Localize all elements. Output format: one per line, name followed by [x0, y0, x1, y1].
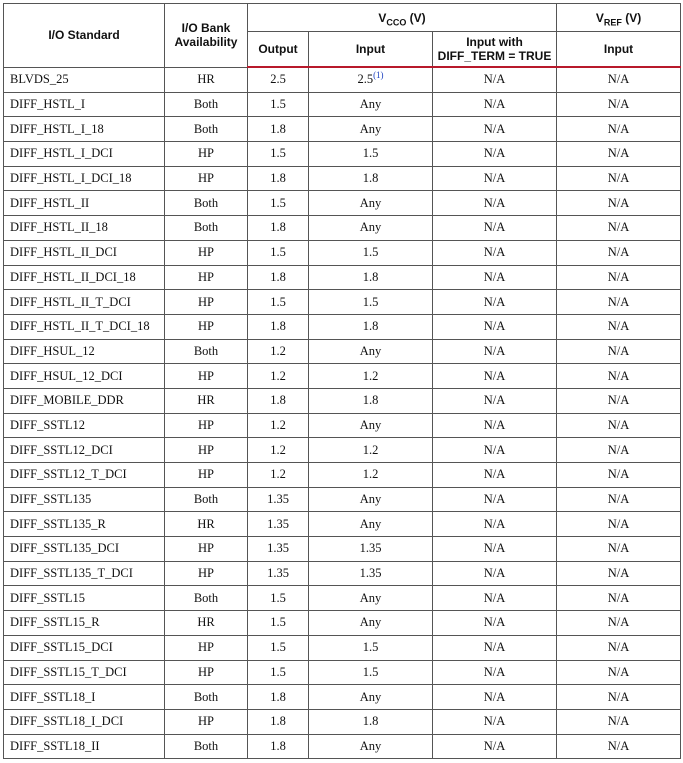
cell-vcco-output: 1.8 [248, 314, 309, 339]
table-row [4, 290, 681, 315]
cell-vcco-output: 1.2 [248, 339, 309, 364]
cell-bank-availability: HP [165, 537, 248, 562]
cell-vcco-input: Any [309, 586, 433, 611]
cell-io-standard: DIFF_SSTL135_R [4, 512, 165, 537]
cell-io-standard: DIFF_HSTL_II_T_DCI [4, 290, 165, 315]
cell-vcco-diff-term: N/A [433, 413, 557, 438]
cell-vcco-input: 1.5 [309, 142, 433, 167]
cell-vref-input: N/A [557, 487, 681, 512]
cell-io-standard: DIFF_HSTL_II_DCI [4, 240, 165, 265]
cell-vcco-output: 1.5 [248, 290, 309, 315]
table-header [4, 4, 681, 68]
cell-vref-input: N/A [557, 660, 681, 685]
cell-vcco-input: 1.35 [309, 537, 433, 562]
cell-vref-input: N/A [557, 339, 681, 364]
table-row [4, 734, 681, 759]
header-vref-input: Input [557, 32, 681, 68]
cell-vcco-output: 1.8 [248, 734, 309, 759]
cell-bank-availability: Both [165, 92, 248, 117]
cell-vcco-diff-term: N/A [433, 512, 557, 537]
table-row [4, 166, 681, 191]
cell-vcco-input: Any [309, 512, 433, 537]
cell-vcco-input: 2.5$^{(1)}$ [309, 67, 433, 92]
cell-vref-input: N/A [557, 561, 681, 586]
cell-vref-input: N/A [557, 166, 681, 191]
cell-vcco-output: 1.5 [248, 191, 309, 216]
cell-vcco-diff-term: N/A [433, 487, 557, 512]
cell-vcco-diff-term: N/A [433, 191, 557, 216]
cell-bank-availability: HR [165, 67, 248, 92]
cell-bank-availability: HP [165, 709, 248, 734]
cell-vcco-diff-term: N/A [433, 117, 557, 142]
table-row [4, 438, 681, 463]
cell-io-standard: DIFF_SSTL15 [4, 586, 165, 611]
cell-vref-input: N/A [557, 314, 681, 339]
cell-io-standard: DIFF_HSTL_I_DCI_18 [4, 166, 165, 191]
cell-io-standard: DIFF_HSTL_I [4, 92, 165, 117]
table-row [4, 463, 681, 488]
cell-vcco-diff-term: N/A [433, 685, 557, 710]
cell-vcco-output: 1.8 [248, 265, 309, 290]
table-row [4, 92, 681, 117]
header-row-top [4, 4, 681, 32]
cell-vcco-input: Any [309, 611, 433, 636]
cell-vref-input: N/A [557, 388, 681, 413]
cell-vcco-diff-term: N/A [433, 339, 557, 364]
cell-io-standard: DIFF_SSTL12_DCI [4, 438, 165, 463]
cell-vcco-diff-term: N/A [433, 142, 557, 167]
cell-io-standard: DIFF_HSTL_I_DCI [4, 142, 165, 167]
header-io-standard: I/O Standard [4, 4, 165, 68]
cell-vref-input: N/A [557, 117, 681, 142]
cell-vcco-input: 1.8 [309, 166, 433, 191]
cell-io-standard: DIFF_SSTL18_II [4, 734, 165, 759]
cell-vcco-output: 1.2 [248, 364, 309, 389]
cell-io-standard: DIFF_HSTL_II_T_DCI_18 [4, 314, 165, 339]
cell-bank-availability: HR [165, 611, 248, 636]
cell-vcco-output: 1.5 [248, 635, 309, 660]
header-bank-availability: I/O Bank Availability [165, 4, 248, 68]
cell-vcco-output: 1.2 [248, 463, 309, 488]
cell-vcco-diff-term: N/A [433, 265, 557, 290]
table-row [4, 388, 681, 413]
header-vcco-output: Output [248, 32, 309, 68]
cell-vcco-input: Any [309, 117, 433, 142]
table-row [4, 660, 681, 685]
cell-vcco-output: 1.35 [248, 487, 309, 512]
cell-bank-availability: HP [165, 660, 248, 685]
cell-vcco-output: 1.35 [248, 512, 309, 537]
cell-vcco-diff-term: N/A [433, 388, 557, 413]
header-vref-group: $V_{REF}$ (V) [557, 4, 681, 32]
cell-bank-availability: HP [165, 240, 248, 265]
cell-vcco-input: 1.8 [309, 709, 433, 734]
cell-vcco-input: 1.2 [309, 463, 433, 488]
cell-vcco-output: 1.5 [248, 92, 309, 117]
cell-bank-availability: HP [165, 413, 248, 438]
cell-vcco-diff-term: N/A [433, 364, 557, 389]
cell-vcco-input: 1.5 [309, 240, 433, 265]
cell-vcco-output: 1.8 [248, 117, 309, 142]
cell-vcco-input: 1.5 [309, 660, 433, 685]
header-vcco-diff-term: Input with DIFF_TERM = TRUE [433, 32, 557, 68]
cell-io-standard: DIFF_HSUL_12 [4, 339, 165, 364]
cell-vref-input: N/A [557, 611, 681, 636]
cell-bank-availability: HP [165, 438, 248, 463]
cell-vcco-output: 1.5 [248, 142, 309, 167]
cell-io-standard: DIFF_SSTL18_I_DCI [4, 709, 165, 734]
cell-vcco-input: Any [309, 216, 433, 241]
cell-vref-input: N/A [557, 216, 681, 241]
table-row [4, 512, 681, 537]
cell-vref-input: N/A [557, 364, 681, 389]
cell-vcco-output: 1.8 [248, 709, 309, 734]
cell-bank-availability: HP [165, 561, 248, 586]
cell-vcco-input: 1.8 [309, 314, 433, 339]
cell-io-standard: DIFF_HSTL_I_18 [4, 117, 165, 142]
cell-vref-input: N/A [557, 142, 681, 167]
cell-vref-input: N/A [557, 92, 681, 117]
cell-bank-availability: Both [165, 191, 248, 216]
cell-vref-input: N/A [557, 734, 681, 759]
cell-vref-input: N/A [557, 685, 681, 710]
cell-bank-availability: Both [165, 117, 248, 142]
cell-vcco-input: Any [309, 685, 433, 710]
table-row [4, 117, 681, 142]
table-row [4, 487, 681, 512]
cell-vcco-diff-term: N/A [433, 611, 557, 636]
cell-vref-input: N/A [557, 265, 681, 290]
table-row [4, 561, 681, 586]
cell-vcco-input: 1.5 [309, 290, 433, 315]
cell-vcco-output: 1.8 [248, 216, 309, 241]
table-row [4, 635, 681, 660]
cell-vcco-input: 1.2 [309, 364, 433, 389]
cell-vcco-output: 1.2 [248, 413, 309, 438]
cell-vcco-diff-term: N/A [433, 67, 557, 92]
table-row [4, 364, 681, 389]
cell-vref-input: N/A [557, 537, 681, 562]
cell-vcco-diff-term: N/A [433, 635, 557, 660]
cell-io-standard: DIFF_SSTL15_R [4, 611, 165, 636]
io-standards-table-wrapper [3, 3, 681, 759]
cell-vref-input: N/A [557, 709, 681, 734]
table-row [4, 216, 681, 241]
cell-vcco-diff-term: N/A [433, 734, 557, 759]
cell-vcco-diff-term: N/A [433, 537, 557, 562]
cell-io-standard: DIFF_MOBILE_DDR [4, 388, 165, 413]
cell-vref-input: N/A [557, 191, 681, 216]
cell-io-standard: DIFF_HSTL_II_18 [4, 216, 165, 241]
cell-io-standard: DIFF_SSTL135_DCI [4, 537, 165, 562]
cell-vref-input: N/A [557, 413, 681, 438]
cell-bank-availability: HP [165, 142, 248, 167]
table-row [4, 339, 681, 364]
cell-vcco-input: 1.8 [309, 265, 433, 290]
cell-vcco-output: 1.35 [248, 537, 309, 562]
cell-bank-availability: HR [165, 388, 248, 413]
header-vcco-group: $V_{CCO}$ (V) [248, 4, 557, 32]
cell-vref-input: N/A [557, 586, 681, 611]
cell-vref-input: N/A [557, 438, 681, 463]
cell-vcco-diff-term: N/A [433, 561, 557, 586]
cell-vcco-diff-term: N/A [433, 290, 557, 315]
cell-vcco-input: 1.2 [309, 438, 433, 463]
table-row [4, 537, 681, 562]
table-row [4, 240, 681, 265]
cell-vcco-diff-term: N/A [433, 166, 557, 191]
cell-vcco-input: 1.5 [309, 635, 433, 660]
cell-bank-availability: HP [165, 364, 248, 389]
cell-io-standard: DIFF_SSTL135 [4, 487, 165, 512]
cell-vcco-output: 1.8 [248, 388, 309, 413]
cell-vref-input: N/A [557, 635, 681, 660]
cell-io-standard: DIFF_HSUL_12_DCI [4, 364, 165, 389]
cell-io-standard: DIFF_SSTL18_I [4, 685, 165, 710]
cell-bank-availability: Both [165, 339, 248, 364]
table-body [4, 67, 681, 759]
cell-vcco-output: 1.5 [248, 660, 309, 685]
cell-vcco-output: 1.8 [248, 685, 309, 710]
cell-vcco-diff-term: N/A [433, 660, 557, 685]
header-vcco-input: Input [309, 32, 433, 68]
cell-vref-input: N/A [557, 240, 681, 265]
cell-vcco-output: 1.35 [248, 561, 309, 586]
cell-bank-availability: Both [165, 685, 248, 710]
cell-vcco-input: 1.8 [309, 388, 433, 413]
cell-bank-availability: HP [165, 463, 248, 488]
table-row [4, 67, 681, 92]
cell-vcco-input: Any [309, 339, 433, 364]
cell-vcco-input: Any [309, 191, 433, 216]
cell-vcco-diff-term: N/A [433, 240, 557, 265]
cell-vcco-diff-term: N/A [433, 216, 557, 241]
cell-io-standard: DIFF_HSTL_II [4, 191, 165, 216]
table-row [4, 685, 681, 710]
cell-vcco-output: 2.5 [248, 67, 309, 92]
cell-bank-availability: HP [165, 265, 248, 290]
cell-io-standard: DIFF_HSTL_II_DCI_18 [4, 265, 165, 290]
cell-vcco-output: 1.5 [248, 240, 309, 265]
cell-bank-availability: HP [165, 290, 248, 315]
cell-bank-availability: HP [165, 166, 248, 191]
cell-vcco-input: 1.35 [309, 561, 433, 586]
cell-io-standard: DIFF_SSTL12_T_DCI [4, 463, 165, 488]
table-row [4, 413, 681, 438]
cell-bank-availability: Both [165, 734, 248, 759]
cell-bank-availability: HP [165, 635, 248, 660]
cell-vcco-output: 1.2 [248, 438, 309, 463]
cell-vcco-output: 1.5 [248, 586, 309, 611]
table-row [4, 265, 681, 290]
cell-vcco-diff-term: N/A [433, 586, 557, 611]
cell-bank-availability: Both [165, 586, 248, 611]
cell-bank-availability: Both [165, 487, 248, 512]
cell-vref-input: N/A [557, 290, 681, 315]
cell-bank-availability: HR [165, 512, 248, 537]
table-row [4, 586, 681, 611]
cell-vcco-diff-term: N/A [433, 463, 557, 488]
cell-io-standard: DIFF_SSTL15_DCI [4, 635, 165, 660]
cell-vcco-output: 1.5 [248, 611, 309, 636]
cell-vref-input: N/A [557, 67, 681, 92]
table-row [4, 191, 681, 216]
footnote-link[interactable]: (1) [373, 70, 384, 81]
table-row [4, 709, 681, 734]
cell-io-standard: BLVDS_25 [4, 67, 165, 92]
cell-bank-availability: HP [165, 314, 248, 339]
cell-vcco-diff-term: N/A [433, 314, 557, 339]
table-row [4, 314, 681, 339]
cell-vcco-output: 1.8 [248, 166, 309, 191]
io-standards-table [3, 3, 681, 759]
table-row [4, 142, 681, 167]
cell-vref-input: N/A [557, 463, 681, 488]
cell-vcco-diff-term: N/A [433, 709, 557, 734]
cell-vcco-diff-term: N/A [433, 438, 557, 463]
cell-vref-input: N/A [557, 512, 681, 537]
table-row [4, 611, 681, 636]
cell-vcco-input: Any [309, 487, 433, 512]
cell-vcco-input: Any [309, 413, 433, 438]
cell-vcco-input: Any [309, 734, 433, 759]
cell-io-standard: DIFF_SSTL15_T_DCI [4, 660, 165, 685]
cell-bank-availability: Both [165, 216, 248, 241]
cell-vcco-diff-term: N/A [433, 92, 557, 117]
cell-io-standard: DIFF_SSTL135_T_DCI [4, 561, 165, 586]
cell-io-standard: DIFF_SSTL12 [4, 413, 165, 438]
cell-vcco-input: Any [309, 92, 433, 117]
